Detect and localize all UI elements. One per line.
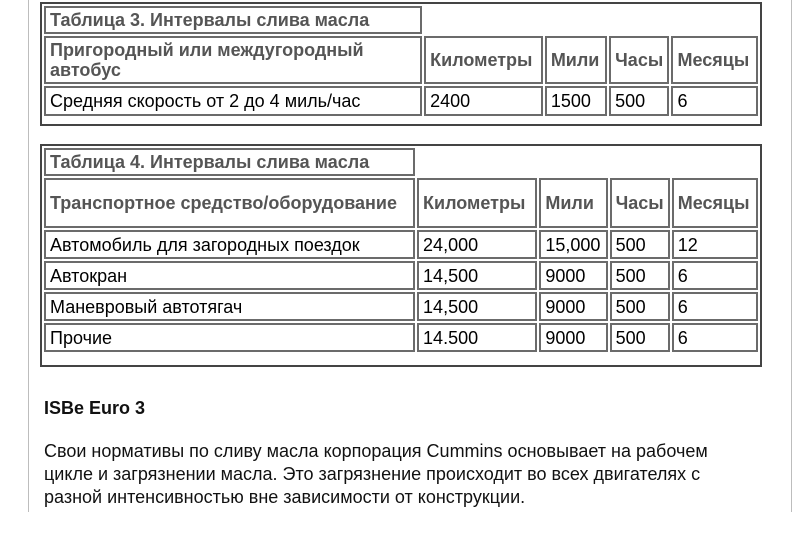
cell-months: 6	[672, 261, 758, 290]
table-header-row	[44, 178, 758, 228]
cell-hours: 500	[610, 230, 670, 259]
page-right-border	[791, 0, 792, 512]
cell-vehicle: Автокран	[44, 261, 415, 290]
cell-hours: 500	[610, 261, 670, 290]
section-paragraph: Свои нормативы по сливу масла корпорация Cummins основывает на рабочем цикле и загрязнении масла. Это загрязнение происходит во всех двигателях с разной интенсивностью вне зависимости от конструкции.	[44, 441, 708, 507]
header-vehicle: Транспортное средство/оборудование	[44, 178, 415, 228]
cell-kilometers: 14.500	[417, 323, 537, 352]
cell-kilometers: 24,000	[417, 230, 537, 259]
table-caption-row	[44, 148, 758, 176]
header-miles: Мили	[545, 36, 607, 84]
cell-months: 12	[672, 230, 758, 259]
cell-months: 6	[671, 86, 758, 116]
header-hours: Часы	[609, 36, 669, 84]
header-hours: Часы	[610, 178, 670, 228]
header-miles: Мили	[539, 178, 607, 228]
table-row	[44, 230, 758, 259]
oil-interval-table-3	[40, 2, 762, 126]
cell-vehicle: Автомобиль для загородных поездок	[44, 230, 415, 259]
cell-kilometers: 14,500	[417, 261, 537, 290]
header-kilometers: Километры	[424, 36, 543, 84]
cell-miles: 9000	[539, 323, 607, 352]
table-caption: Таблица 4. Интервалы слива масла	[44, 148, 415, 176]
table-header-row	[44, 36, 758, 84]
header-months: Месяцы	[672, 178, 758, 228]
table-row	[44, 292, 758, 321]
cell-months: 6	[672, 323, 758, 352]
cell-vehicle: Средняя скорость от 2 до 4 миль/час	[44, 86, 422, 116]
table-row	[44, 323, 758, 352]
cell-miles: 9000	[539, 261, 607, 290]
header-vehicle: Пригородный или междугородный автобус	[44, 36, 422, 84]
cell-months: 6	[672, 292, 758, 321]
cell-hours: 500	[610, 323, 670, 352]
oil-interval-table-4	[40, 144, 762, 367]
cell-vehicle: Маневровый автотягач	[44, 292, 415, 321]
table-row	[44, 261, 758, 290]
cell-miles: 1500	[545, 86, 607, 116]
table-row	[44, 86, 758, 116]
cell-kilometers: 14,500	[417, 292, 537, 321]
cell-vehicle: Прочие	[44, 323, 415, 352]
cell-miles: 15,000	[539, 230, 607, 259]
table-caption: Таблица 3. Интервалы слива масла	[44, 6, 422, 34]
page-left-border	[28, 0, 29, 512]
table-caption-row	[44, 6, 758, 34]
cell-hours: 500	[610, 292, 670, 321]
header-kilometers: Километры	[417, 178, 537, 228]
header-months: Месяцы	[671, 36, 758, 84]
cell-hours: 500	[609, 86, 669, 116]
cell-miles: 9000	[539, 292, 607, 321]
section-title: ISBe Euro 3	[44, 398, 146, 418]
cell-kilometers: 2400	[424, 86, 543, 116]
